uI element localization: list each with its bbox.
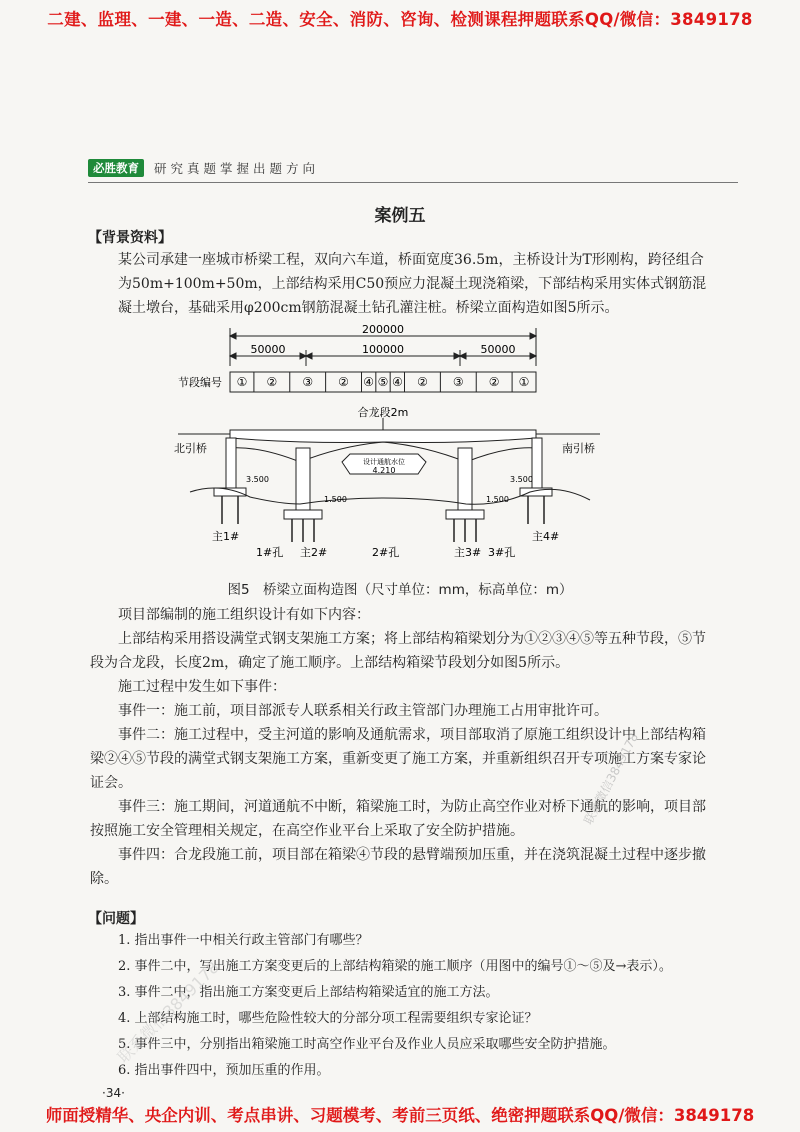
background-text: 某公司承建一座城市桥梁工程，双向六车道，桥面宽度36.5m，主桥设计为T形刚构，跨径组合为50m+100m+50m，上部结构采用C50预应力混凝土现浇箱梁，下部结构采用实体式钢筋混凝土墩台，基础采用φ200cm钢筋混凝土钻孔灌注桩。桥梁立面构造如图5所示。 bbox=[118, 252, 707, 316]
segment-cell-label: ② bbox=[488, 375, 500, 389]
event-1 bbox=[90, 699, 712, 723]
bottom-promo-banner: 师面授精华、央企内训、考点串讲、习题模考、考前三页纸、绝密押题联系QQ/微信：3849178 bbox=[45, 1106, 755, 1125]
segment-cell-label: ⑤ bbox=[377, 375, 389, 389]
pier-label-4: 主4# bbox=[532, 530, 560, 543]
background-tag: 【背景资料】 bbox=[88, 230, 172, 246]
questions-tag: 【问题】 bbox=[88, 911, 144, 927]
span-label-left: 50000 bbox=[250, 343, 286, 356]
questions-list bbox=[118, 928, 672, 1084]
segment-cell-label: ③ bbox=[302, 375, 314, 389]
segment-cell-label: ② bbox=[338, 375, 349, 389]
segment-cell-label: ④ bbox=[391, 375, 403, 389]
south-approach-label: 南引桥 bbox=[562, 442, 595, 455]
water-level-label: 设计通航水位 bbox=[363, 458, 405, 466]
event-2-text: 事件二：施工过程中，受主河道的影响及通航需求，项目部取消了原施工组织设计中上部结构箱梁②④⑤节段的满堂式钢支架施工方案，重新变更了施工方案，并重新组织召开专项施工方案专家论证会。 bbox=[90, 727, 706, 791]
span-hole-label-1: 1#孔 bbox=[256, 546, 284, 559]
segment-cell-label: ② bbox=[266, 375, 278, 389]
segment-cell-label: ② bbox=[417, 375, 428, 389]
elevation-label-1: 3.500 bbox=[246, 475, 269, 484]
span-hole-label-3: 3#孔 bbox=[488, 546, 516, 559]
pier-label-3: 主3# bbox=[454, 546, 482, 559]
event-3 bbox=[90, 795, 712, 843]
elevation-label-4: 3.500 bbox=[510, 475, 533, 484]
span-label-right: 50000 bbox=[480, 343, 516, 356]
question-item: 2. 事件二中，写出施工方案变更后的上部结构箱梁的施工顺序（用图中的编号①～⑤及→表示）。 bbox=[118, 959, 672, 974]
event-4-text: 事件四：合龙段施工前，项目部在箱梁④节段的悬臂端预加压重，并在浇筑混凝土过程中逐步撤除。 bbox=[90, 847, 706, 887]
case-title: 案例五 bbox=[374, 206, 426, 226]
page-number: ·34· bbox=[102, 1086, 125, 1100]
elevation-label-2: 1.500 bbox=[324, 495, 347, 504]
total-span-label: 200000 bbox=[362, 323, 404, 336]
deck-top bbox=[230, 430, 536, 443]
segment-cell-label: ① bbox=[236, 375, 248, 389]
span-label-middle: 100000 bbox=[362, 343, 404, 356]
question-item: 4. 上部结构施工时，哪些危险性较大的分部分项工程需要组织专家论证？ bbox=[118, 1011, 538, 1026]
body-p1: 项目部编制的施工组织设计有如下内容： bbox=[118, 607, 370, 623]
body-p2 bbox=[90, 627, 712, 675]
body-p3: 施工过程中发生如下事件： bbox=[118, 679, 286, 695]
figure-caption: 图5 桥梁立面构造图（尺寸单位：mm，标高单位：m） bbox=[227, 582, 573, 598]
span-hole-label-2: 2#孔 bbox=[372, 546, 400, 559]
closure-segment-label: 合龙段2m bbox=[357, 406, 409, 419]
water-level-value: 4.210 bbox=[372, 466, 396, 475]
question-item: 6. 指出事件四中，预加压重的作用。 bbox=[118, 1063, 330, 1078]
segment-cell-label: ④ bbox=[363, 375, 375, 389]
segment-cell-label: ① bbox=[518, 375, 530, 389]
brand-logo: 必胜教育 bbox=[88, 159, 144, 177]
top-promo-banner: 二建、监理、一建、一造、二造、安全、消防、咨询、检测课程押题联系QQ/微信：3849178 bbox=[47, 10, 753, 29]
brand-slogan: 研究真题掌握出题方向 bbox=[154, 161, 320, 176]
diagonal-watermark: 联系微信3849178 bbox=[581, 730, 642, 827]
body-p2-text: 上部结构采用搭设满堂式钢支架施工方案；将上部结构箱梁划分为①②③④⑤等五种节段，⑤节段为合龙段，长度2m，确定了施工顺序。上部结构箱梁节段划分如图5所示。 bbox=[90, 631, 706, 671]
background-paragraph bbox=[118, 248, 710, 320]
question-item: 3. 事件二中，指出施工方案变更后上部结构箱梁适宜的施工方法。 bbox=[118, 985, 499, 1000]
event-1-text: 事件一：施工前，项目部派专人联系相关行政主管部门办理施工占用审批许可。 bbox=[118, 703, 608, 719]
bridge-elevation-figure bbox=[150, 322, 630, 574]
event-3-text: 事件三：施工期间，河道通航不中断，箱梁施工时，为防止高空作业对桥下通航的影响，项目部按照施工安全管理相关规定，在高空作业平台上采取了安全防护措施。 bbox=[90, 799, 706, 839]
question-item: 5. 事件三中，分别指出箱梁施工时高空作业平台及作业人员应采取哪些安全防护措施。 bbox=[118, 1037, 616, 1052]
brand-header bbox=[88, 159, 319, 177]
event-4 bbox=[90, 843, 712, 891]
diagonal-watermark-lower: 联系微信3849178 bbox=[113, 957, 223, 1067]
segment-row-label: 节段编号 bbox=[178, 376, 222, 389]
question-item: 1. 指出事件一中相关行政主管部门有哪些？ bbox=[118, 933, 369, 948]
pier-label-2: 主2# bbox=[300, 546, 328, 559]
pier-label-1: 主1# bbox=[212, 530, 240, 543]
segment-cells bbox=[237, 372, 530, 392]
segment-cell-label: ③ bbox=[452, 375, 464, 389]
north-approach-label: 北引桥 bbox=[174, 442, 207, 455]
elevation-label-3: 1.500 bbox=[486, 495, 509, 504]
header-divider bbox=[88, 182, 738, 183]
